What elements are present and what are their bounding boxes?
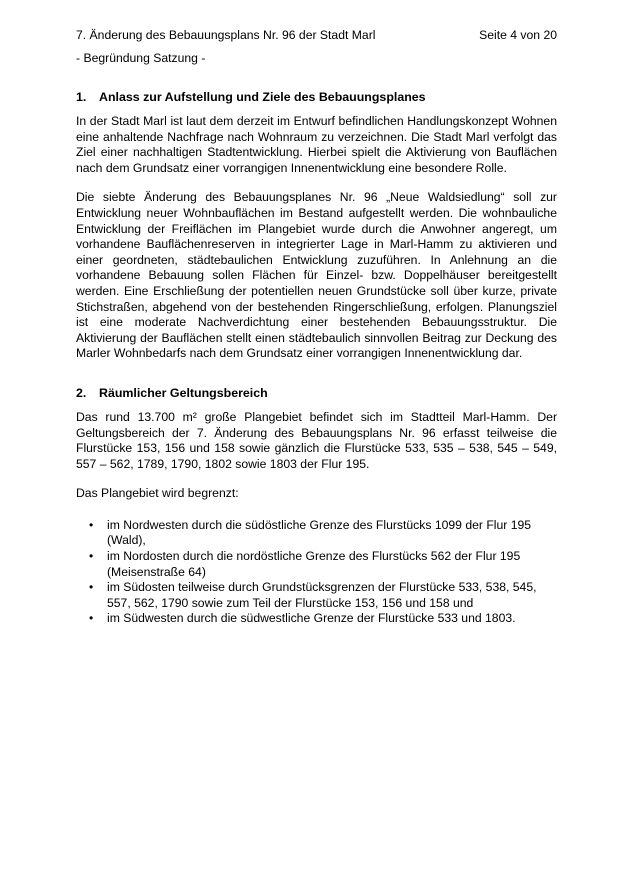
bullet-icon: • xyxy=(89,611,94,626)
paragraph: Das Plangebiet wird begrenzt: xyxy=(76,486,239,501)
list-item-text: im Südwesten durch die südwestliche Grenze der Flurstücke 533 und 1803. xyxy=(107,611,516,626)
list-item xyxy=(76,549,557,580)
paragraph: Das rund 13.700 m² große Plangebiet befindet sich im Stadtteil Marl-Hamm. Der Geltungsbereich der 7. Änderung des Bebauungsplans Nr. 96 erfasst teilweise die Flurstücke 153, 156 und 158 sowie gänzlich die Flurstücke 533, 535 – 538, 545 – 549, 557 – 562, 1789, 1790, 1802 sowie 1803 der Flur 195. xyxy=(76,409,557,471)
document-title: 7. Änderung des Bebauungsplans Nr. 96 der Stadt Marl xyxy=(76,28,376,42)
page-number: Seite 4 von 20 xyxy=(479,28,557,42)
paragraph: Die siebte Änderung des Bebauungsplanes Nr. 96 „Neue Waldsiedlung“ soll zur Entwicklung neuer Wohnbauflächen im Bestand aufgestellt werden. Die wohnbauliche Entwicklung der Freiflächen im Plangebiet wurde durch die Anwohner angeregt, um vorhandene Bauflächenreserven in integrierter Lage in Marl-Hamm zu aktivieren und einer geordneten, städtebaulichen Entwicklung zuzuführen. In Anlehnung an die vorhandene Bebauung sollen Flächen für Einzel- bzw. Doppelhäuser bereitgestellt werden. Eine Erschließung der potentiellen neuen Grundstücke soll über kurze, private Stichstraßen, abgehend von der bestehenden Ringerschließung, erfolgen. Planungsziel ist eine moderate Nachverdichtung einer bestehenden Bebauungsstruktur. Die Aktivierung der Bauflächen stellt einen städtebaulich sinnvollen Beitrag zur Deckung des Marler Wohnbedarfs nach dem Grundsatz einer vorrangigen Innenentwicklung dar. xyxy=(76,190,557,361)
document-subtitle: - Begründung Satzung - xyxy=(76,51,206,65)
bullet-icon: • xyxy=(89,549,94,564)
section-title: Räumlicher Geltungsbereich xyxy=(99,385,268,400)
list-item xyxy=(76,611,557,627)
list-item xyxy=(76,580,557,611)
list-item-text: im Südosten teilweise durch Grundstücksgrenzen der Flurstücke 533, 538, 545, 557, 562, 1790 sowie zum Teil der Flurstücke 153, 156 und 158 und xyxy=(107,580,537,610)
boundary-list xyxy=(76,518,557,627)
document-page xyxy=(76,27,557,627)
section-heading-1 xyxy=(76,89,557,105)
section-heading-2 xyxy=(76,385,557,401)
list-item xyxy=(76,518,557,549)
bullet-icon: • xyxy=(89,580,94,595)
paragraph: In der Stadt Marl ist laut dem derzeit im Entwurf befindlichen Handlungskonzept Wohnen eine anhaltende Nachfrage nach Wohnraum zu verzeichnen. Die Stadt Marl verfolgt das Ziel einer nachhaltigen Stadtentwicklung. Hierbei spielt die Aktivierung von Bauflächen nach dem Grundsatz einer vorrangigen Innenentwicklung eine besondere Rolle. xyxy=(76,114,557,175)
bullet-icon: • xyxy=(89,517,94,532)
section-title: Anlass zur Aufstellung und Ziele des Bebauungsplanes xyxy=(99,90,426,104)
page-header xyxy=(76,27,557,43)
section-number: 1. xyxy=(76,90,87,104)
list-item-text: im Nordwesten durch die südöstliche Grenze des Flurstücks 1099 der Flur 195 (Wald), xyxy=(107,517,532,548)
section-number: 2. xyxy=(76,385,87,400)
list-item-text: im Nordosten durch die nordöstliche Grenze des Flurstücks 562 der Flur 195 (Meisenstraße 64) xyxy=(107,549,521,579)
